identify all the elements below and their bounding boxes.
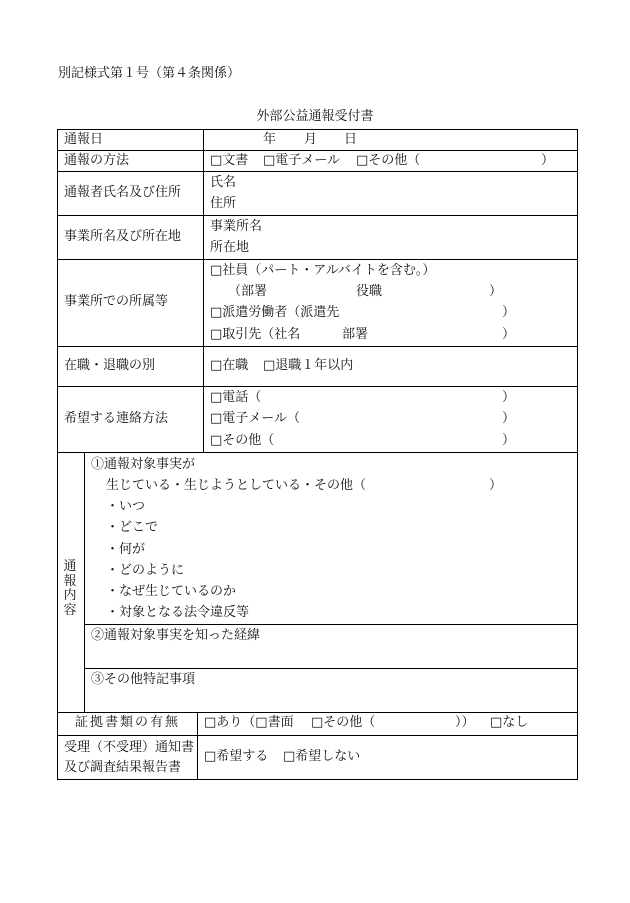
report-content-vertical-label: 通報内容 [63,559,77,618]
month-unit: 月 [304,132,318,147]
row-report-content [57,452,578,712]
report-content-body [85,453,577,712]
employee-close-paren: ） [489,284,503,299]
day-unit: 日 [344,132,358,147]
evidence-yes-written-option: □あり（□書面 [204,715,294,730]
evidence-label: 証拠書類の有無 [74,715,180,730]
fact-item-what: ・何が [106,542,146,557]
employment-status-label: 在職・退職の別 [64,358,156,373]
partner-department-caption: 部署 [342,327,369,342]
contact-email-close-paren: ） [502,411,516,426]
notice-label-cell [58,736,198,779]
form-number: 別記様式第１号（第４条関係） [58,66,241,81]
report-content-label-cell [58,453,85,712]
retired-option: □退職１年以内 [263,358,354,373]
reporter-label: 通報者氏名及び住所 [64,185,182,200]
method-other-close-paren: ） [541,153,555,168]
report-date-field [204,130,577,150]
row-report-method [57,150,578,171]
other-notes-heading: ③その他特記事項 [91,672,196,687]
row-notice-request [57,735,578,780]
evidence-label-cell [58,713,198,735]
report-date-label: 通報日 [64,132,104,147]
reported-fact-heading: ①通報対象事実が [91,457,196,472]
business-field [204,216,577,259]
employment-status-field [204,347,577,386]
reported-fact-section [85,453,577,624]
form-title: 外部公益通報受付書 [256,109,374,124]
dispatched-close-paren: ） [502,305,516,320]
affiliation-label-cell [58,260,204,346]
business-partner-option: □取引先（社名 [210,327,301,342]
evidence-field [198,713,577,735]
row-employment-status [57,346,578,386]
notice-label-line2: 及び調査結果報告書 [64,760,182,775]
report-method-label-cell [58,151,204,171]
contact-method-label-cell [58,387,204,452]
method-other-option: □その他（ [356,153,421,168]
employee-option: □社員（パート・アルバイトを含む。） [210,263,436,278]
reporter-name-caption: 氏名 [210,175,237,190]
contact-phone-option: □電話（ [210,390,262,405]
fact-item-where: ・どこで [106,520,159,535]
affiliation-field [204,260,577,346]
report-method-field [204,151,577,171]
reporter-address-caption: 住所 [210,196,237,211]
employment-status-label-cell [58,347,204,386]
row-report-date [57,129,578,150]
notice-field [198,736,577,779]
contact-phone-close-paren: ） [502,390,516,405]
reporter-field [204,172,577,215]
row-evidence [57,712,578,735]
row-contact-method [57,386,578,452]
notice-want-option: □希望する [204,749,269,764]
fact-item-violated-law: ・対象となる法令違反等 [106,605,250,620]
evidence-none-option: □なし [490,715,529,730]
fact-item-why: ・なぜ生じているのか [106,584,237,599]
dispatched-worker-option: □派遣労働者（派遣先 [210,305,340,320]
discovery-background-heading: ②通報対象事実を知った経緯 [91,628,261,643]
notice-not-want-option: □希望しない [283,749,361,764]
evidence-close-parens: ）） [455,715,475,730]
row-reporter [57,171,578,215]
business-label: 事業所名及び所在地 [64,229,182,244]
report-date-label-cell [58,130,204,150]
employed-option: □在職 [210,358,249,373]
row-business [57,215,578,259]
year-unit: 年 [263,132,277,147]
evidence-other-option: □その他（ [311,715,376,730]
business-label-cell [58,216,204,259]
partner-close-paren: ） [502,327,516,342]
employee-department-caption: （部署 [228,284,268,299]
reporter-label-cell [58,172,204,215]
method-document-option: □文書 [210,153,249,168]
other-notes-section [85,668,577,712]
employee-position-caption: 役職 [356,284,383,299]
business-name-caption: 事業所名 [210,219,263,234]
affiliation-label: 事業所での所属等 [64,294,169,309]
row-affiliation [57,259,578,346]
contact-email-option: □電子メール（ [210,411,301,426]
receipt-form-table [57,129,578,780]
contact-method-field [204,387,577,452]
fact-item-when: ・いつ [106,499,146,514]
business-location-caption: 所在地 [210,240,250,255]
notice-label-line1: 受理（不受理）通知書 [64,740,195,755]
fact-item-how: ・どのように [106,563,185,578]
method-email-option: □電子メール [263,153,341,168]
report-method-label: 通報の方法 [64,153,130,168]
contact-other-option: □その他（ [210,433,275,448]
reported-fact-status-close-paren: ） [489,478,503,493]
reported-fact-status: 生じている・生じようとしている・その他（ [106,478,367,493]
discovery-background-section [85,624,577,668]
contact-other-close-paren: ） [502,433,516,448]
contact-method-label: 希望する連絡方法 [64,411,169,426]
